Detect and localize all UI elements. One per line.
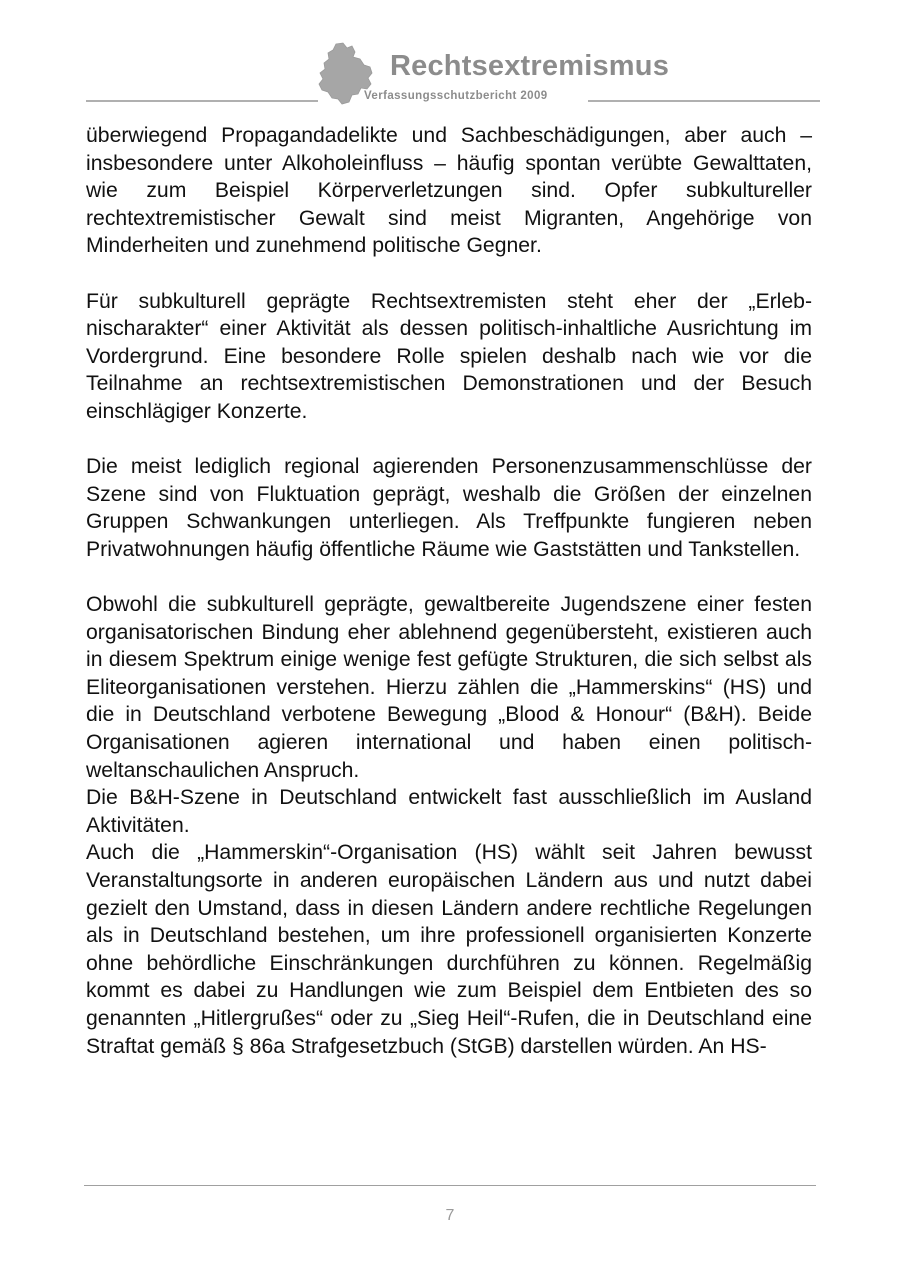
- header-subtitle: Verfassungsschutzbericht 2009: [364, 90, 548, 102]
- page-number: 7: [445, 1207, 455, 1224]
- paragraph: Auch die „Hammerskin“-Organisation (HS) wählt seit Jahren bewusst Veranstaltungsorte in anderen europäischen Ländern aus und nutzt dabei gezielt den Umstand, dass in diesen Ländern andere rechtliche Regelungen als in Deutschland bestehen, um ihre professionell organisierten Konzerte ohne behördliche Einschränkungen durchführen zu können. Regelmäßig kommt es dabei zu Handlungen wie zum Beispiel dem Entbieten des so genannten „Hitlergrußes“ oder zu „Sieg Heil“-Rufen, die in Deutschland eine Straftat gemäß § 86a Strafgesetzbuch (StGB) darstellen würden. An HS-: [86, 841, 812, 1058]
- body-text: [86, 122, 812, 1060]
- paragraph: Für subkulturell geprägte Rechtsextremisten steht eher der „Erlebnischarakter“ einer Aktivität als dessen politisch-inhaltliche Ausrichtung im Vordergrund. Eine besondere Rolle spielen deshalb nach wie vor die Teilnahme an rechtsextremistischen Demonstrationen und der Besuch einschlägiger Konzerte.: [86, 289, 812, 423]
- paragraph: überwiegend Propagandadelikte und Sachbeschädigungen, aber auch – insbesondere unter Alkoholeinfluss – häufig spontan verübte Gewalttaten, wie zum Beispiel Körperverletzungen sind. Opfer subkultureller rechtextremistischer Gewalt sind meist Migranten, Angehörige von Minderheiten und zunehmend politische Gegner.: [86, 124, 812, 258]
- header-title: Rechtsextremismus: [390, 50, 670, 82]
- header-rule-left: [86, 100, 318, 102]
- footer-rule: [84, 1185, 816, 1186]
- paragraph: Die meist lediglich regional agierenden Personenzusammenschlüsse der Szene sind von Fluktuation geprägt, weshalb die Größen der einzelnen Gruppen Schwankungen unterliegen. Als Treffpunkte fungieren neben Privatwohnungen häufig öffentliche Räume wie Gaststätten und Tankstellen.: [86, 455, 812, 561]
- paragraph: Die B&H-Szene in Deutschland entwickelt fast ausschließlich im Ausland Aktivitäten.: [86, 786, 812, 837]
- header-rule-right: [588, 100, 820, 102]
- page-header: [0, 0, 900, 110]
- paragraph: Obwohl die subkulturell geprägte, gewaltbereite Jugendszene einer festen organisatorischen Bindung eher ablehnend gegenübersteht, existieren auch in diesem Spektrum einige wenige fest gefügte Strukturen, die sich selbst als Eliteorganisationen verstehen. Hierzu zählen die „Hammerskins“ (HS) und die in Deutschland verbotene Bewegung „Blood & Honour“ (B&H). Beide Organisationen agieren international und haben einen politisch-weltanschaulichen Anspruch.: [86, 593, 812, 782]
